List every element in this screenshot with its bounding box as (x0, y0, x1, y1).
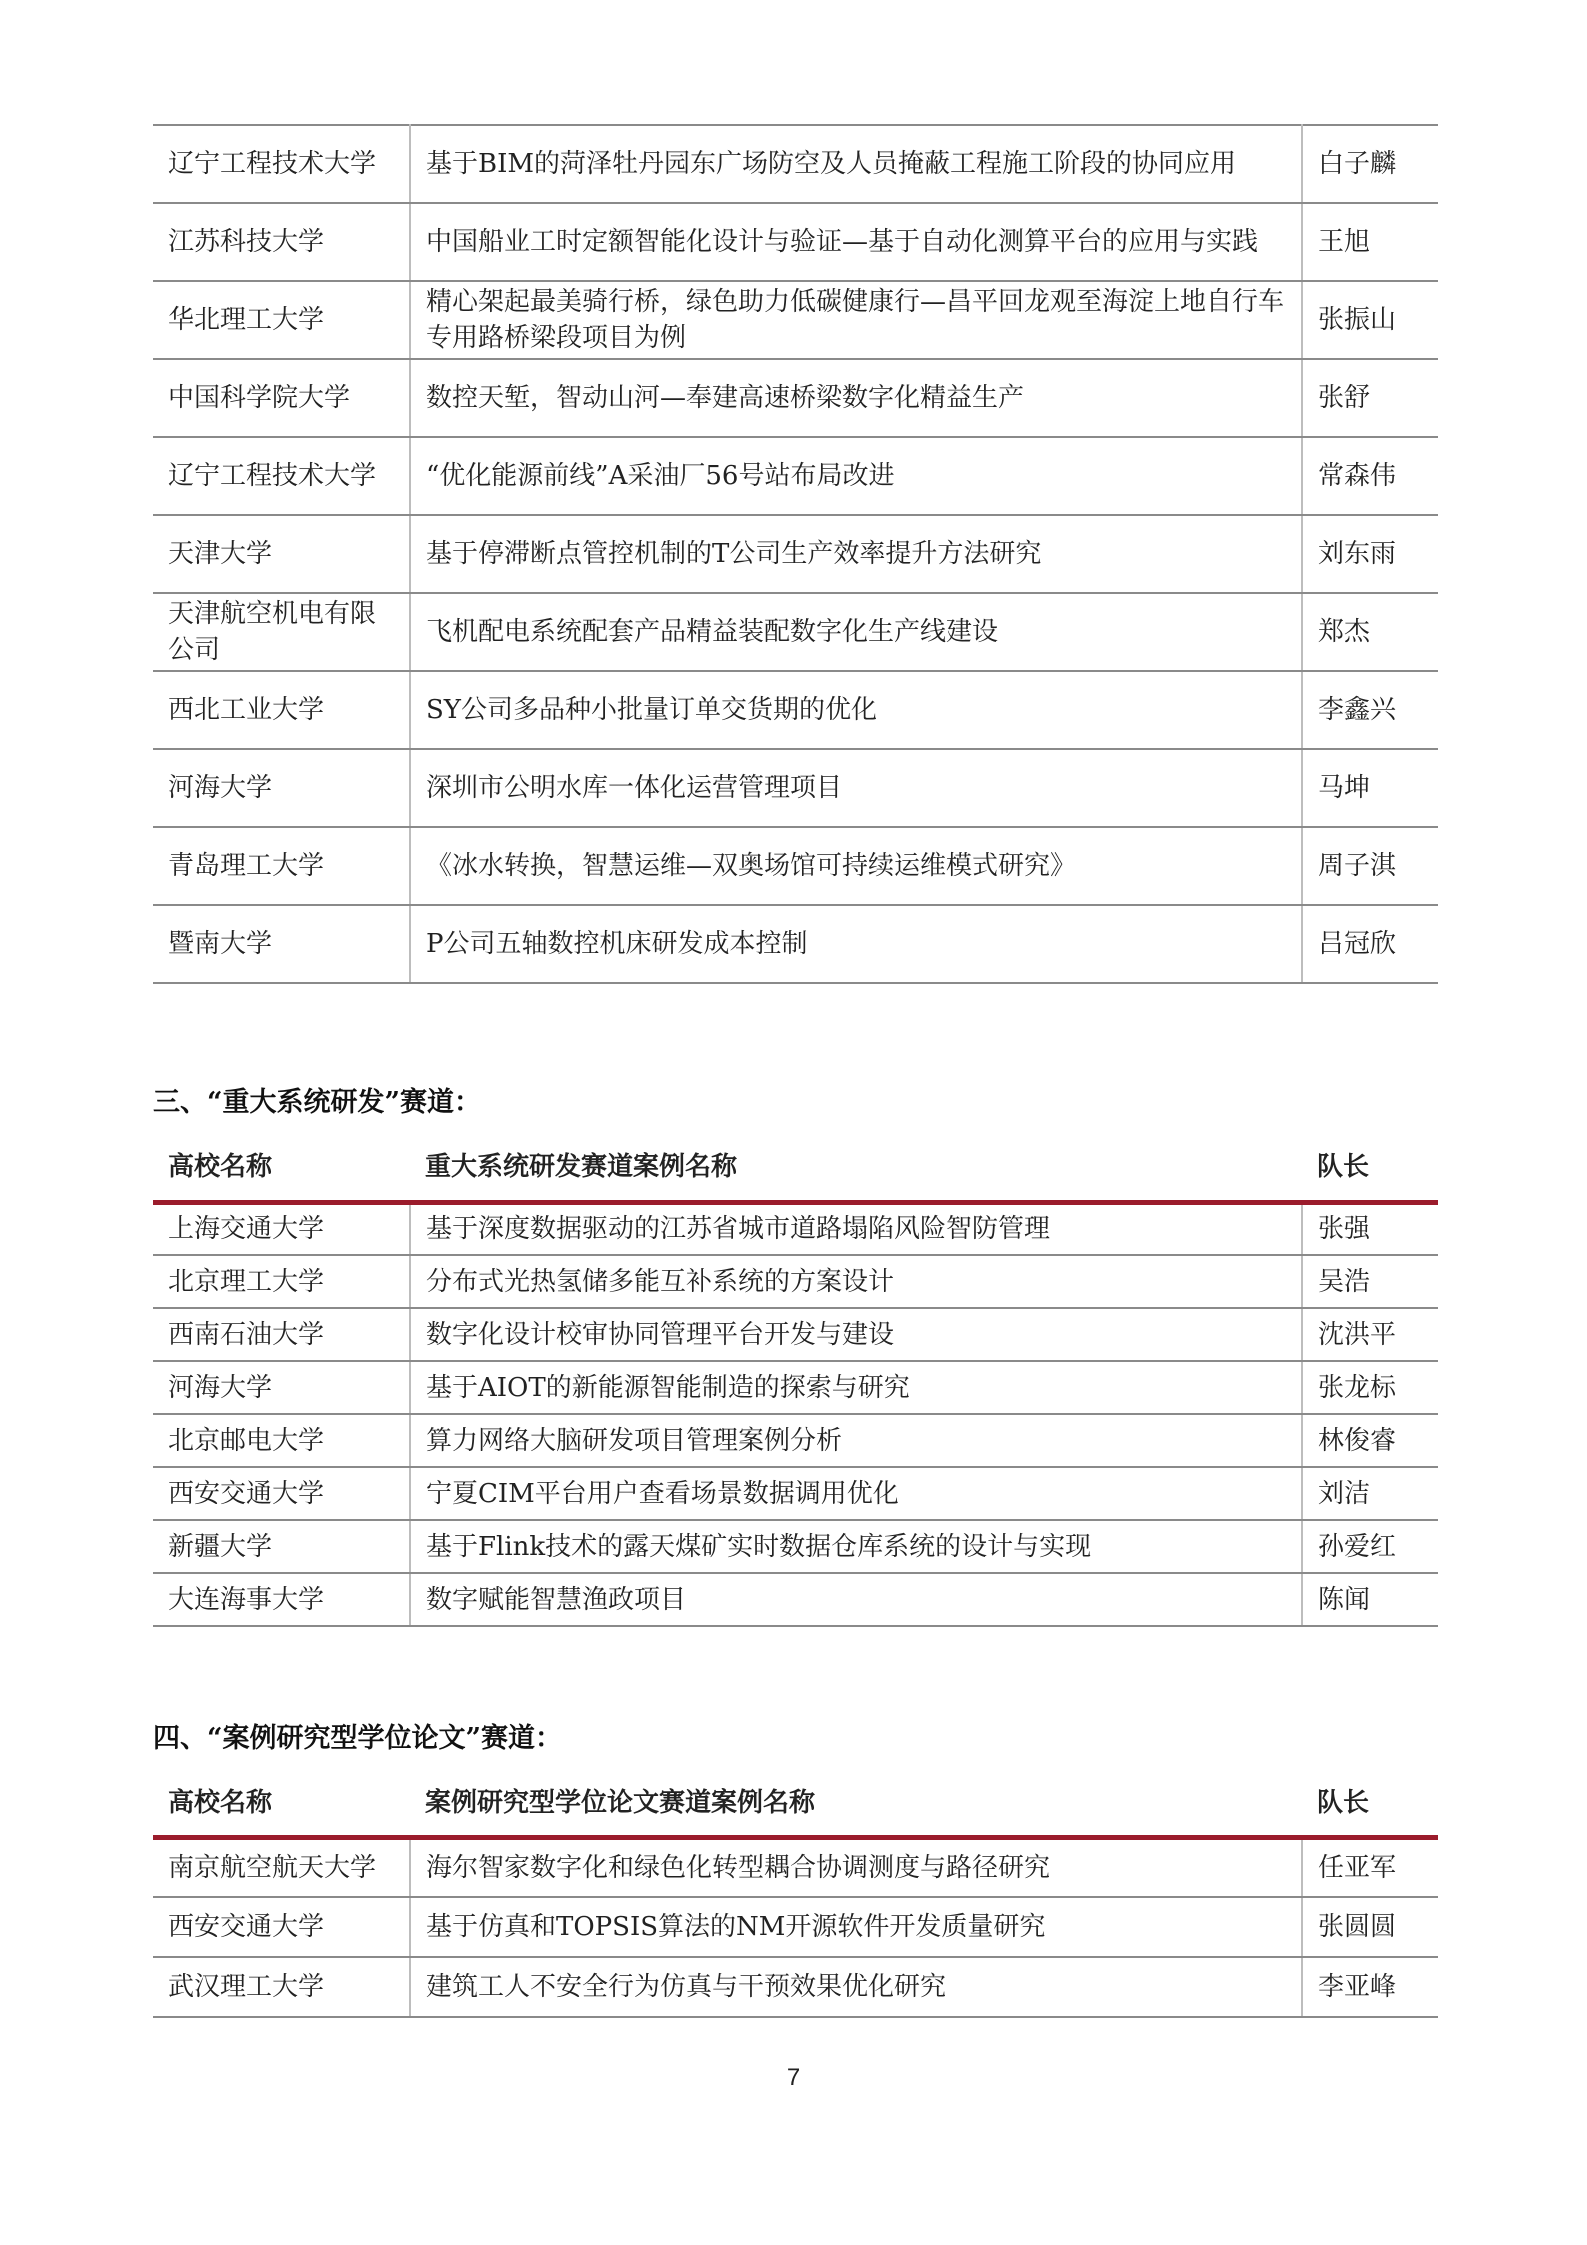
column-header-university: 高校名称 (153, 1766, 410, 1837)
table-row (153, 1520, 1438, 1573)
captain-cell: 李鑫兴 (1302, 671, 1438, 749)
captain-cell: 马坤 (1302, 749, 1438, 827)
case-name-cell: 算力网络大脑研发项目管理案例分析 (410, 1414, 1302, 1467)
captain-cell: 周子淇 (1302, 827, 1438, 905)
table-row (153, 203, 1438, 281)
captain-cell: 王旭 (1302, 203, 1438, 281)
university-cell: 河海大学 (153, 749, 410, 827)
captain-cell: 李亚峰 (1302, 1957, 1438, 2017)
case-name-cell: 基于停滞断点管控机制的T公司生产效率提升方法研究 (410, 515, 1302, 593)
captain-cell: 林俊睿 (1302, 1414, 1438, 1467)
university-cell: 北京理工大学 (153, 1255, 410, 1308)
table-row (153, 515, 1438, 593)
major-system-track-table (153, 1130, 1438, 1627)
case-name-cell: 数字赋能智慧渔政项目 (410, 1573, 1302, 1626)
table-row (153, 1467, 1438, 1520)
captain-cell: 张龙标 (1302, 1361, 1438, 1414)
university-cell: 暨南大学 (153, 905, 410, 983)
university-cell: 中国科学院大学 (153, 359, 410, 437)
university-cell: 天津航空机电有限公司 (153, 593, 410, 671)
thesis-track-table (153, 1766, 1438, 2018)
case-name-cell: 深圳市公明水库一体化运营管理项目 (410, 749, 1302, 827)
university-cell: 北京邮电大学 (153, 1414, 410, 1467)
captain-cell: 张振山 (1302, 281, 1438, 359)
university-cell: 西安交通大学 (153, 1897, 410, 1957)
university-cell: 南京航空航天大学 (153, 1837, 410, 1897)
university-cell: 上海交通大学 (153, 1202, 410, 1255)
case-name-cell: 基于Flink技术的露天煤矿实时数据仓库系统的设计与实现 (410, 1520, 1302, 1573)
captain-cell: 刘东雨 (1302, 515, 1438, 593)
table-row (153, 1837, 1438, 1897)
section-heading-major-system: 三、“重大系统研发”赛道： (153, 1087, 482, 1118)
table-row (153, 1202, 1438, 1255)
case-name-cell: 数控天堑，智动山河—奉建高速桥梁数字化精益生产 (410, 359, 1302, 437)
case-name-cell: 宁夏CIM平台用户查看场景数据调用优化 (410, 1467, 1302, 1520)
table-row (153, 437, 1438, 515)
table-row (153, 827, 1438, 905)
captain-cell: 白子麟 (1302, 125, 1438, 203)
section-heading-thesis: 四、“案例研究型学位论文”赛道： (153, 1723, 563, 1754)
university-cell: 青岛理工大学 (153, 827, 410, 905)
table-row (153, 1308, 1438, 1361)
university-cell: 天津大学 (153, 515, 410, 593)
column-header-case-name: 重大系统研发赛道案例名称 (410, 1130, 1302, 1202)
table-header-row (153, 1130, 1438, 1202)
university-cell: 河海大学 (153, 1361, 410, 1414)
table-row (153, 671, 1438, 749)
table-row (153, 1361, 1438, 1414)
university-cell: 西北工业大学 (153, 671, 410, 749)
case-name-cell: 数字化设计校审协同管理平台开发与建设 (410, 1308, 1302, 1361)
continued-track-table (153, 124, 1438, 984)
column-header-captain: 队长 (1302, 1130, 1438, 1202)
university-cell: 西南石油大学 (153, 1308, 410, 1361)
university-cell: 华北理工大学 (153, 281, 410, 359)
table-row (153, 905, 1438, 983)
captain-cell: 郑杰 (1302, 593, 1438, 671)
case-name-cell: 《冰水转换，智慧运维—双奥场馆可持续运维模式研究》 (410, 827, 1302, 905)
case-name-cell: 精心架起最美骑行桥，绿色助力低碳健康行—昌平回龙观至海淀上地自行车专用路桥梁段项目为例 (410, 281, 1302, 359)
column-header-case-name: 案例研究型学位论文赛道案例名称 (410, 1766, 1302, 1837)
case-name-cell: 基于深度数据驱动的江苏省城市道路塌陷风险智防管理 (410, 1202, 1302, 1255)
table-row (153, 359, 1438, 437)
case-name-cell: 建筑工人不安全行为仿真与干预效果优化研究 (410, 1957, 1302, 2017)
column-header-university: 高校名称 (153, 1130, 410, 1202)
case-name-cell: P公司五轴数控机床研发成本控制 (410, 905, 1302, 983)
case-name-cell: SY公司多品种小批量订单交货期的优化 (410, 671, 1302, 749)
university-cell: 辽宁工程技术大学 (153, 125, 410, 203)
captain-cell: 沈洪平 (1302, 1308, 1438, 1361)
table-row (153, 1573, 1438, 1626)
case-name-cell: “优化能源前线”A采油厂56号站布局改进 (410, 437, 1302, 515)
captain-cell: 常森伟 (1302, 437, 1438, 515)
table-row (153, 1255, 1438, 1308)
university-cell: 江苏科技大学 (153, 203, 410, 281)
captain-cell: 孙爱红 (1302, 1520, 1438, 1573)
table-row (153, 593, 1438, 671)
captain-cell: 张强 (1302, 1202, 1438, 1255)
case-name-cell: 分布式光热氢储多能互补系统的方案设计 (410, 1255, 1302, 1308)
captain-cell: 任亚军 (1302, 1837, 1438, 1897)
university-cell: 西安交通大学 (153, 1467, 410, 1520)
captain-cell: 陈闻 (1302, 1573, 1438, 1626)
case-name-cell: 基于BIM的菏泽牡丹园东广场防空及人员掩蔽工程施工阶段的协同应用 (410, 125, 1302, 203)
table-row (153, 1957, 1438, 2017)
case-name-cell: 基于AIOT的新能源智能制造的探索与研究 (410, 1361, 1302, 1414)
captain-cell: 刘洁 (1302, 1467, 1438, 1520)
case-name-cell: 海尔智家数字化和绿色化转型耦合协调测度与路径研究 (410, 1837, 1302, 1897)
table-row (153, 749, 1438, 827)
case-name-cell: 飞机配电系统配套产品精益装配数字化生产线建设 (410, 593, 1302, 671)
case-name-cell: 基于仿真和TOPSIS算法的NM开源软件开发质量研究 (410, 1897, 1302, 1957)
captain-cell: 吕冠欣 (1302, 905, 1438, 983)
column-header-captain: 队长 (1302, 1766, 1438, 1837)
university-cell: 武汉理工大学 (153, 1957, 410, 2017)
page-number: 7 (786, 2064, 801, 2091)
captain-cell: 张圆圆 (1302, 1897, 1438, 1957)
university-cell: 新疆大学 (153, 1520, 410, 1573)
table-header-row (153, 1766, 1438, 1837)
captain-cell: 吴浩 (1302, 1255, 1438, 1308)
table-row (153, 1897, 1438, 1957)
captain-cell: 张舒 (1302, 359, 1438, 437)
table-row (153, 281, 1438, 359)
table-row (153, 1414, 1438, 1467)
case-name-cell: 中国船业工时定额智能化设计与验证—基于自动化测算平台的应用与实践 (410, 203, 1302, 281)
university-cell: 辽宁工程技术大学 (153, 437, 410, 515)
table-row (153, 125, 1438, 203)
university-cell: 大连海事大学 (153, 1573, 410, 1626)
